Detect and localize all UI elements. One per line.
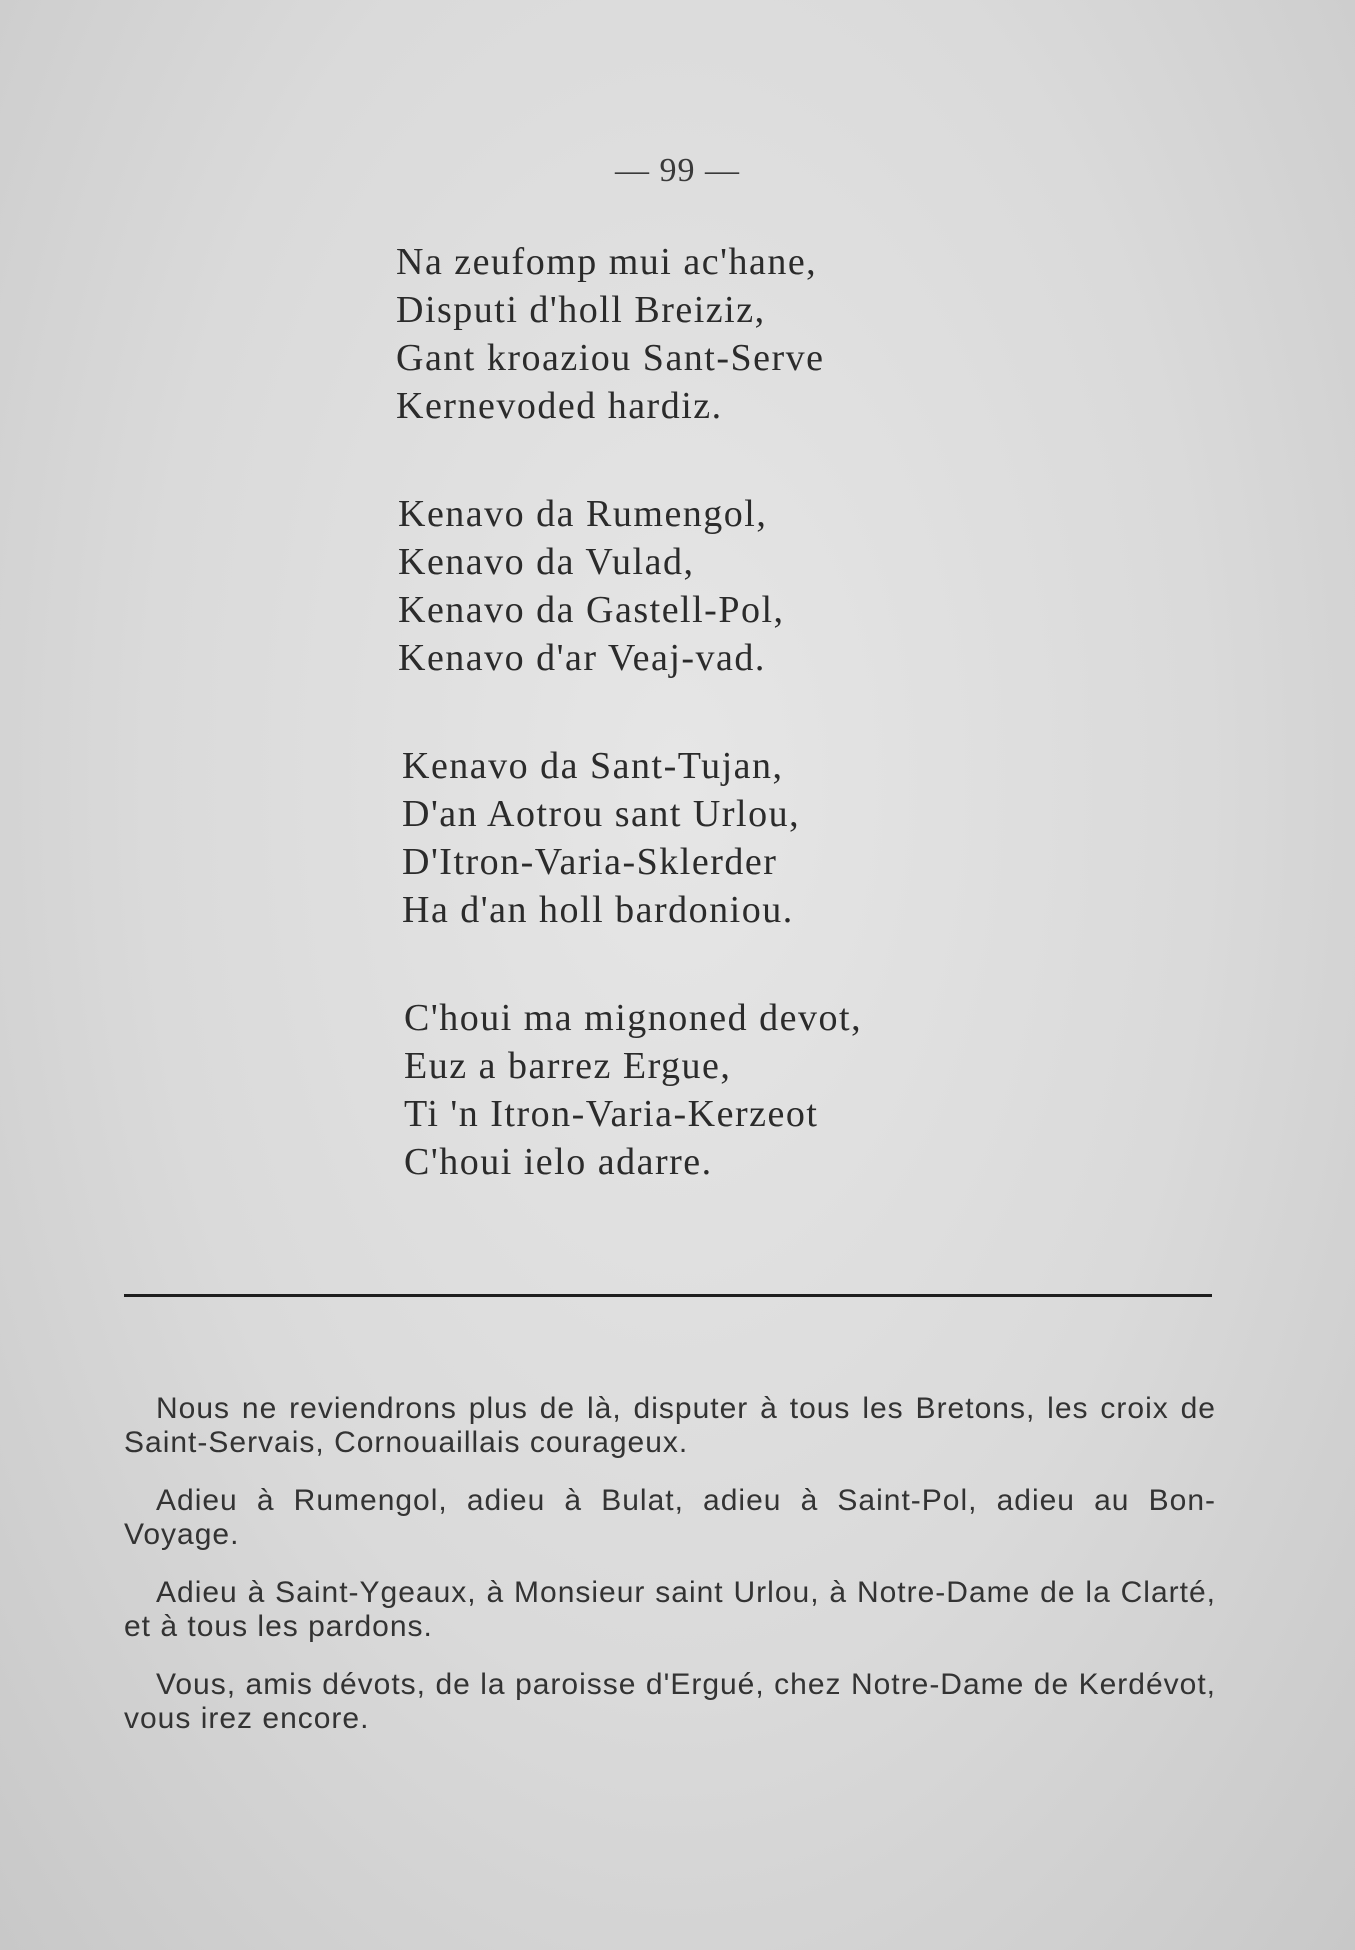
- poem-line: Kenavo da Sant-Tujan,: [402, 745, 784, 787]
- translation-paragraph: Nous ne reviendrons plus de là, disputer à tous les Bretons, les croix de Saint-Servais, Cornouaillais courageux.: [124, 1392, 1216, 1459]
- poem-line: Kenavo da Gastell-Pol,: [398, 589, 785, 631]
- poem-line: Euz a barrez Ergue,: [404, 1045, 732, 1087]
- poem-line: Kenavo da Vulad,: [398, 541, 695, 583]
- poem-line: Ti 'n Itron-Varia-Kerzeot: [404, 1093, 819, 1135]
- poem-line: Gant kroaziou Sant-Serve: [396, 337, 825, 379]
- translation-paragraph: Adieu à Saint-Ygeaux, à Monsieur saint Urlou, à Notre-Dame de la Clarté, et à tous les pardons.: [124, 1576, 1216, 1643]
- horizontal-rule: [124, 1294, 1212, 1297]
- poem-line: Na zeufomp mui ac'hane,: [396, 241, 818, 283]
- poem-stanza-4: [404, 994, 862, 1186]
- poem-line: C'houi ielo adarre.: [404, 1141, 713, 1183]
- poem-line: Kenavo da Rumengol,: [398, 493, 768, 535]
- poem-line: D'an Aotrou sant Urlou,: [402, 793, 801, 835]
- poem-line: Ha d'an holl bardoniou.: [402, 889, 794, 931]
- poem-stanza-1: [396, 238, 862, 430]
- page-number: — 99 —: [615, 152, 740, 189]
- poem-line: D'Itron-Varia-Sklerder: [402, 841, 778, 883]
- poem-stanza-3: [402, 742, 862, 934]
- french-translation: [124, 1392, 1216, 1760]
- translation-paragraph: Adieu à Rumengol, adieu à Bulat, adieu à Saint-Pol, adieu au Bon-Voyage.: [124, 1484, 1216, 1551]
- breton-poem: [396, 238, 862, 1246]
- translation-paragraph: Vous, amis dévots, de la paroisse d'Ergué, chez Notre-Dame de Kerdévot, vous irez encore.: [124, 1668, 1216, 1735]
- poem-line: Kernevoded hardiz.: [396, 385, 723, 427]
- poem-line: C'houi ma mignoned devot,: [404, 997, 863, 1039]
- poem-line: Disputi d'holl Breiziz,: [396, 289, 766, 331]
- poem-line: Kenavo d'ar Veaj-vad.: [398, 637, 766, 679]
- poem-stanza-2: [398, 490, 862, 682]
